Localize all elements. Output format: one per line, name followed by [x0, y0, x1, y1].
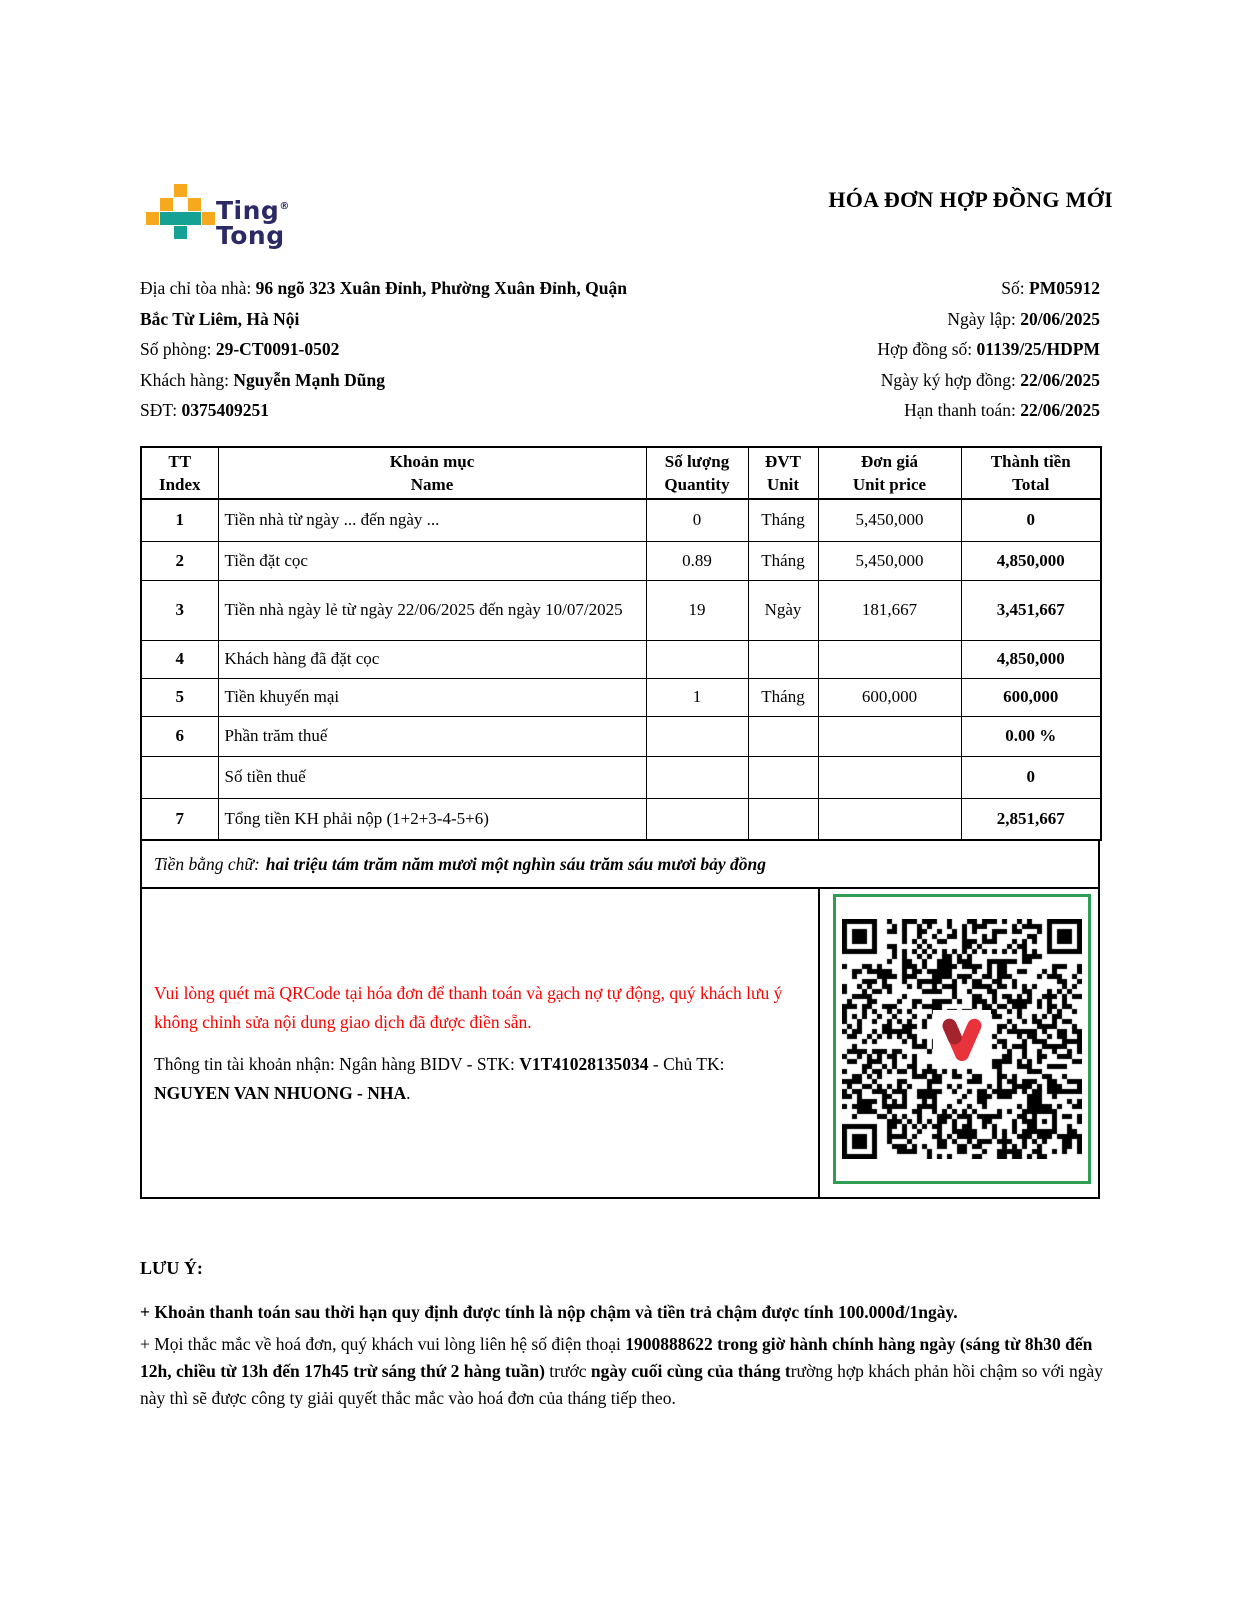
cell-total: 0.00 % — [961, 716, 1101, 756]
text-segment: ngày cuối cùng của tháng t — [590, 1361, 791, 1381]
invoice-body — [140, 446, 1100, 1199]
info-value: 96 ngõ 323 Xuân Đỉnh, Phường Xuân Đỉnh, Quận Bắc Từ Liêm, Hà Nội — [140, 278, 627, 329]
table-row — [141, 499, 1101, 541]
text-segment: rường hợp khách phản hồi chậm so với ngày này thì sẽ được công ty giải quyết thắc mắc vào hoá đơn của tháng tiếp theo. — [140, 1361, 1104, 1408]
cell-qty: 0 — [646, 499, 748, 541]
cell-qty: 19 — [646, 580, 748, 640]
logo-pixel — [174, 226, 187, 239]
cell-idx: 5 — [141, 678, 218, 716]
cell-name: Tiền khuyến mại — [218, 678, 646, 716]
info-value: 22/06/2025 — [1020, 400, 1100, 421]
info-label: Hợp đồng số: — [877, 339, 977, 360]
info-line — [140, 334, 658, 365]
info-value: 20/06/2025 — [1020, 308, 1100, 329]
cell-price — [818, 716, 961, 756]
cell-qty: 0.89 — [646, 541, 748, 580]
cell-unit: Ngày — [748, 580, 818, 640]
customer-info-block — [140, 273, 658, 426]
column-header: Khoản mục Name — [218, 447, 646, 499]
cell-price: 181,667 — [818, 580, 961, 640]
info-label: Hạn thanh toán: — [904, 400, 1021, 421]
cell-name: Tiền nhà ngày lẻ từ ngày 22/06/2025 đến ngày 10/07/2025 — [218, 580, 646, 640]
table-row — [141, 678, 1101, 716]
qr-frame — [833, 894, 1091, 1184]
cell-qty — [646, 640, 748, 678]
cell-price: 5,450,000 — [818, 499, 961, 541]
qr-code — [842, 919, 1082, 1159]
late-payment-note: + Khoản thanh toán sau thời hạn quy định được tính là nộp chậm và tiền trả chậm được tính 100.000đ/1ngày. — [140, 1302, 958, 1322]
info-line — [140, 273, 658, 334]
cell-qty: 1 — [646, 678, 748, 716]
info-label: Ngày ký hợp đồng: — [880, 369, 1021, 390]
cell-price: 600,000 — [818, 678, 961, 716]
info-label: Ngày lập: — [947, 308, 1021, 329]
cell-price — [818, 756, 961, 798]
invoice-table — [140, 446, 1102, 841]
payment-section — [140, 889, 1100, 1199]
cell-name: Tiền đặt cọc — [218, 541, 646, 580]
cell-unit: Tháng — [748, 678, 818, 716]
cell-name: Phần trăm thuế — [218, 716, 646, 756]
cell-unit — [748, 640, 818, 678]
info-line — [600, 334, 1100, 365]
cell-total: 0 — [961, 499, 1101, 541]
info-value: Nguyễn Mạnh Dũng — [233, 369, 386, 390]
info-line — [600, 395, 1100, 426]
cell-price — [818, 798, 961, 840]
amount-in-words-label: Tiền bằng chữ: — [154, 853, 260, 874]
info-line — [600, 304, 1100, 335]
logo-pixel — [202, 212, 215, 225]
qr-center-logo — [933, 1010, 991, 1068]
qr-notice-text: Vui lòng quét mã QRCode tại hóa đơn để thanh toán và gạch nợ tự động, quý khách lưu ý không chỉnh sửa nội dung giao dịch đã được điền sẵn. — [154, 982, 783, 1032]
notes-heading: LƯU Ý: — [140, 1258, 203, 1278]
text-segment: NGUYEN VAN NHUONG - NHA — [154, 1082, 407, 1103]
logo-pixel — [160, 212, 201, 225]
cell-name: Tổng tiền KH phải nộp (1+2+3-4-5+6) — [218, 798, 646, 840]
text-segment: . — [406, 1082, 411, 1103]
info-label: Địa chỉ tòa nhà: — [140, 278, 256, 298]
invoice-table-body — [141, 499, 1101, 840]
table-header-row — [141, 447, 1101, 499]
cell-total: 4,850,000 — [961, 541, 1101, 580]
info-label: Số: — [1001, 278, 1030, 298]
hotline-note — [140, 1331, 1108, 1412]
cell-unit — [748, 798, 818, 840]
cell-qty — [646, 798, 748, 840]
cell-qty — [646, 716, 748, 756]
cell-idx: 2 — [141, 541, 218, 580]
text-segment: Thông tin tài khoản nhận: Ngân hàng BIDV - STK: — [154, 1053, 520, 1074]
text-segment: trước — [544, 1361, 591, 1381]
column-header: ĐVT Unit — [748, 447, 818, 499]
cell-name: Khách hàng đã đặt cọc — [218, 640, 646, 678]
table-row — [141, 716, 1101, 756]
text-segment: V1T41028135034 — [519, 1053, 649, 1074]
cell-idx: 3 — [141, 580, 218, 640]
logo-line1: Ting — [216, 196, 280, 225]
cell-unit: Tháng — [748, 499, 818, 541]
logo-pixel — [146, 212, 159, 225]
text-segment: + Mọi thắc mắc về hoá đơn, quý khách vui lòng liên hệ số điện thoại — [140, 1334, 626, 1354]
table-row — [141, 756, 1101, 798]
info-value: PM05912 — [1029, 278, 1100, 298]
cell-qty — [646, 756, 748, 798]
cell-idx — [141, 756, 218, 798]
cell-total: 4,850,000 — [961, 640, 1101, 678]
logo-line2: Tong — [216, 221, 285, 250]
cell-total: 0 — [961, 756, 1101, 798]
amount-in-words-value: hai triệu tám trăm năm mươi một nghìn sáu trăm sáu mươi bảy đồng — [265, 853, 767, 874]
info-line — [600, 365, 1100, 396]
qr-cell — [820, 889, 1098, 1197]
invoice-meta-block — [600, 273, 1100, 426]
cell-total: 3,451,667 — [961, 580, 1101, 640]
cell-idx: 7 — [141, 798, 218, 840]
cell-unit: Tháng — [748, 541, 818, 580]
info-label: SĐT: — [140, 400, 182, 421]
payment-instructions — [142, 889, 820, 1197]
cell-total: 2,851,667 — [961, 798, 1101, 840]
info-value: 29-CT0091-0502 — [215, 339, 340, 360]
cell-unit — [748, 756, 818, 798]
cell-idx: 6 — [141, 716, 218, 756]
info-line — [600, 273, 1100, 304]
table-row — [141, 798, 1101, 840]
cell-price: 5,450,000 — [818, 541, 961, 580]
registered-mark: ® — [279, 201, 290, 212]
page-title: HÓA ĐƠN HỢP ĐỒNG MỚI — [828, 187, 1113, 212]
info-line — [140, 395, 658, 426]
cell-name: Tiền nhà từ ngày ... đến ngày ... — [218, 499, 646, 541]
text-segment: - Chủ TK: — [648, 1053, 725, 1074]
info-line — [140, 365, 658, 396]
cell-price — [818, 640, 961, 678]
cell-total: 600,000 — [961, 678, 1101, 716]
cell-name: Số tiền thuế — [218, 756, 646, 798]
info-label: Khách hàng: — [140, 369, 234, 390]
table-row — [141, 541, 1101, 580]
column-header: Thành tiền Total — [961, 447, 1101, 499]
cell-unit — [748, 716, 818, 756]
column-header: Số lượng Quantity — [646, 447, 748, 499]
table-row — [141, 640, 1101, 678]
column-header: Đơn giá Unit price — [818, 447, 961, 499]
table-row — [141, 580, 1101, 640]
text-segment: 1900888622 trong giờ hành chính hàng ngày (sáng từ 8h30 đến 12h, chiều từ 13h đến 17h45 trừ sáng thứ 2 hàng tuần) — [140, 1334, 1093, 1381]
info-value: 01139/25/HDPM — [976, 339, 1100, 360]
info-value: 0375409251 — [181, 400, 269, 421]
cell-idx: 1 — [141, 499, 218, 541]
info-label: Số phòng: — [140, 339, 216, 360]
cell-idx: 4 — [141, 640, 218, 678]
amount-in-words — [140, 841, 1100, 889]
vietqr-v-icon — [937, 1015, 987, 1063]
bank-account-info — [154, 1050, 798, 1108]
info-value: 22/06/2025 — [1020, 369, 1100, 390]
column-header: TT Index — [141, 447, 218, 499]
